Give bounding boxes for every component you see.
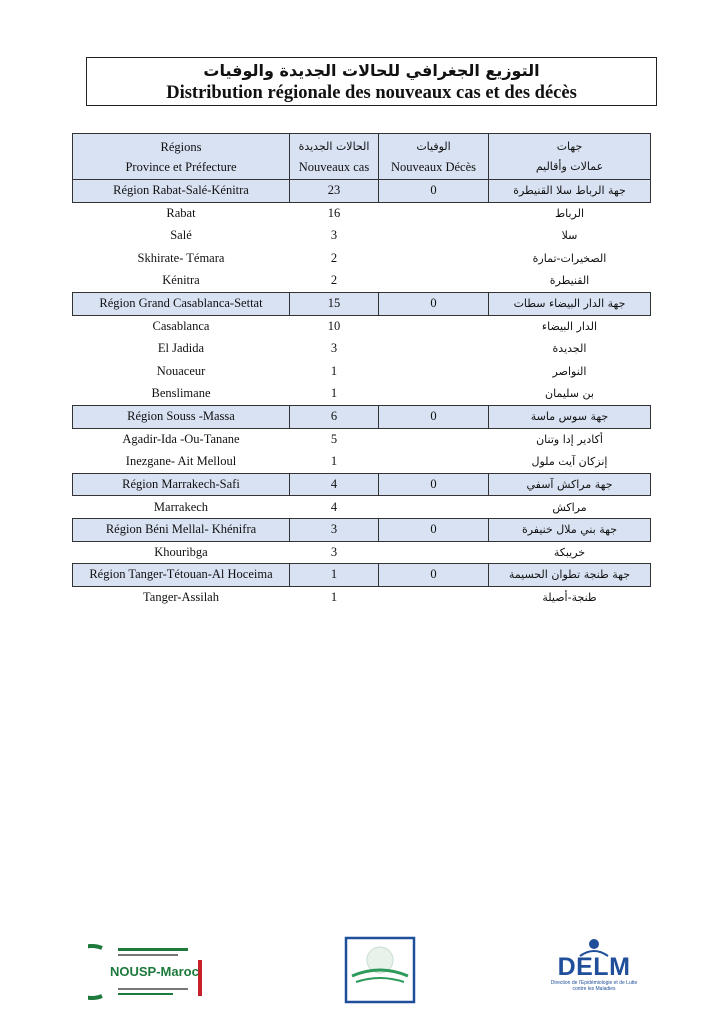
cell-name-ar: الصخيرات-تمارة [489, 247, 651, 270]
cell-name-ar: الجديدة [489, 338, 651, 361]
cell-name-fr: Agadir-Ida -Ou-Tanane [73, 428, 290, 451]
cell-new-deaths [379, 541, 489, 564]
cell-new-cases: 4 [290, 496, 379, 519]
province-row [73, 451, 651, 474]
region-row [73, 292, 651, 315]
cell-new-cases: 1 [290, 586, 379, 609]
cell-new-deaths: 0 [379, 292, 489, 315]
cell-new-deaths [379, 428, 489, 451]
cell-new-deaths: 0 [379, 180, 489, 203]
province-row [73, 586, 651, 609]
header-province-ar-label: عمالات وأقاليم [535, 159, 604, 173]
cell-name-fr: Kénitra [73, 270, 290, 293]
cell-new-cases: 1 [290, 383, 379, 406]
cell-name-fr: Tanger-Assilah [73, 586, 290, 609]
cell-new-deaths: 0 [379, 473, 489, 496]
cell-name-fr: Skhirate- Témara [73, 247, 290, 270]
cell-new-cases: 3 [290, 225, 379, 248]
cell-name-ar: جهة الدار البيضاء سطات [489, 292, 651, 315]
header-new-deaths [379, 134, 489, 180]
header-cases-ar: الحالات الجديدة [298, 139, 370, 153]
delm-figure-icon [550, 938, 638, 958]
cell-new-deaths [379, 360, 489, 383]
cell-name-ar: مراكش [489, 496, 651, 519]
cell-new-cases: 5 [290, 428, 379, 451]
header-deaths-ar: الوفيات [416, 139, 451, 153]
regional-distribution-table [72, 133, 651, 609]
cell-new-cases: 1 [290, 564, 379, 587]
cell-name-fr: Région Rabat-Salé-Kénitra [73, 180, 290, 203]
cell-new-cases: 4 [290, 473, 379, 496]
cell-name-fr: Benslimane [73, 383, 290, 406]
table-body [73, 180, 651, 609]
cell-name-fr: Région Marrakech-Safi [73, 473, 290, 496]
cell-name-fr: Inezgane- Ait Melloul [73, 451, 290, 474]
cell-name-ar: جهة الرباط سلا القنيطرة [489, 180, 651, 203]
document-title-box [86, 57, 657, 106]
cell-name-ar: القنيطرة [489, 270, 651, 293]
cell-name-ar: النواصر [489, 360, 651, 383]
cell-new-deaths: 0 [379, 405, 489, 428]
header-cases-fr: Nouveaux cas [298, 159, 370, 174]
nousp-logo-text: NOUSP-Maroc [110, 964, 199, 979]
cell-name-ar: الرباط [489, 202, 651, 225]
header-new-cases [290, 134, 379, 180]
cell-name-ar: جهة سوس ماسة [489, 405, 651, 428]
province-row [73, 383, 651, 406]
cell-name-ar: خريبكة [489, 541, 651, 564]
cell-name-ar: جهة بني ملال خنيفرة [489, 518, 651, 541]
nousp-maroc-logo [88, 940, 206, 1002]
cell-name-ar: أكادير إدا وتنان [489, 428, 651, 451]
cell-name-ar: إنزكان آيت ملول [489, 451, 651, 474]
cell-new-deaths [379, 202, 489, 225]
delm-logo [550, 938, 638, 1006]
cell-name-ar: الدار البيضاء [489, 315, 651, 338]
province-row [73, 360, 651, 383]
header-regions-ar [489, 134, 651, 180]
cell-new-deaths: 0 [379, 518, 489, 541]
cell-name-fr: Région Souss -Massa [73, 405, 290, 428]
cell-name-fr: Casablanca [73, 315, 290, 338]
region-row [73, 518, 651, 541]
cell-name-fr: Nouaceur [73, 360, 290, 383]
cell-name-ar: جهة طنجة تطوان الحسيمة [489, 564, 651, 587]
cell-name-ar: سلا [489, 225, 651, 248]
cell-name-fr: Région Béni Mellal- Khénifra [73, 518, 290, 541]
cell-new-cases: 16 [290, 202, 379, 225]
cell-new-deaths [379, 586, 489, 609]
ministry-emblem-icon [344, 936, 416, 1004]
region-row [73, 405, 651, 428]
cell-new-cases: 1 [290, 451, 379, 474]
province-row [73, 428, 651, 451]
region-row [73, 564, 651, 587]
cell-new-cases: 3 [290, 518, 379, 541]
cell-new-cases: 3 [290, 338, 379, 361]
title-arabic: التوزيع الجغرافي للحالات الجديدة والوفيات [203, 61, 540, 80]
province-row [73, 225, 651, 248]
header-deaths-fr: Nouveaux Décès [390, 159, 477, 174]
cell-new-deaths [379, 338, 489, 361]
cell-new-cases: 23 [290, 180, 379, 203]
cell-new-deaths [379, 451, 489, 474]
delm-logo-subtitle: Direction de l'Epidémiologie et de Lutte contre les Maladies [550, 980, 638, 992]
cell-new-deaths: 0 [379, 564, 489, 587]
cell-new-deaths [379, 225, 489, 248]
cell-name-fr: Région Tanger-Tétouan-Al Hoceima [73, 564, 290, 587]
ministry-logo [344, 936, 416, 1004]
cell-name-fr: Région Grand Casablanca-Settat [73, 292, 290, 315]
province-row [73, 496, 651, 519]
delm-logo-text: DELM [557, 953, 631, 981]
cell-new-deaths [379, 315, 489, 338]
province-row [73, 247, 651, 270]
province-row [73, 541, 651, 564]
header-province-label: Province et Préfecture [125, 159, 237, 174]
province-row [73, 338, 651, 361]
header-regions-fr [73, 134, 290, 180]
region-row [73, 473, 651, 496]
cell-new-deaths [379, 247, 489, 270]
cell-new-deaths [379, 496, 489, 519]
footer-logos [0, 930, 722, 1010]
cell-new-cases: 3 [290, 541, 379, 564]
header-regions-label: Régions [160, 139, 202, 154]
cell-name-ar: جهة مراكش آسفي [489, 473, 651, 496]
region-row [73, 180, 651, 203]
cell-new-cases: 1 [290, 360, 379, 383]
header-regions-ar-label: جهات [556, 139, 583, 153]
cell-name-fr: Marrakech [73, 496, 290, 519]
cell-new-deaths [379, 383, 489, 406]
province-row [73, 315, 651, 338]
cell-new-deaths [379, 270, 489, 293]
cell-new-cases: 10 [290, 315, 379, 338]
province-row [73, 270, 651, 293]
cell-name-fr: Salé [73, 225, 290, 248]
cell-name-fr: El Jadida [73, 338, 290, 361]
province-row [73, 202, 651, 225]
cell-name-fr: Rabat [73, 202, 290, 225]
cell-name-ar: بن سليمان [489, 383, 651, 406]
cell-name-ar: طنجة-أصيلة [489, 586, 651, 609]
cell-new-cases: 15 [290, 292, 379, 315]
cell-new-cases: 6 [290, 405, 379, 428]
title-french: Distribution régionale des nouveaux cas et des décès [166, 83, 577, 103]
cell-new-cases: 2 [290, 247, 379, 270]
cell-new-cases: 2 [290, 270, 379, 293]
cell-name-fr: Khouribga [73, 541, 290, 564]
table-header-row [73, 134, 651, 180]
